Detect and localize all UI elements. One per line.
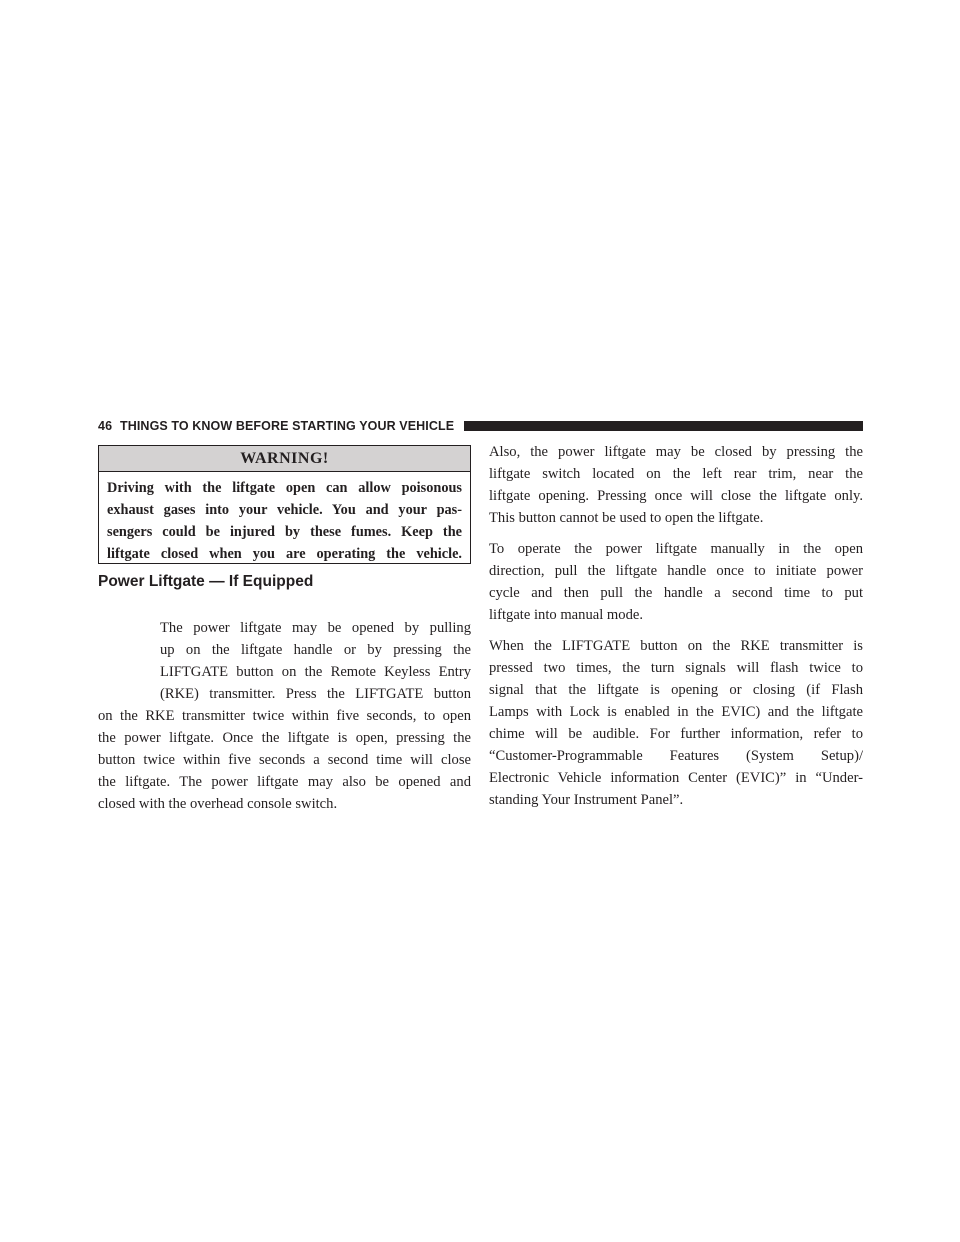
paragraph-line: (RKE) transmitter. Press the LIFTGATE button — [160, 686, 471, 702]
paragraph-line: liftgate into manual mode. — [489, 607, 644, 623]
paragraph-line: up on the liftgate handle or by pressing the — [160, 642, 471, 658]
paragraph-line: standing Your Instrument Panel”. — [489, 792, 684, 808]
section-heading: Power Liftgate — If Equipped — [98, 573, 314, 590]
page-number: 46 — [98, 419, 113, 433]
paragraph-line: the liftgate. The power liftgate may also be opened and — [98, 774, 471, 790]
paragraph-line: closed with the overhead console switch. — [98, 796, 338, 812]
paragraph-line: on the RKE transmitter twice within five seconds, to open — [98, 708, 471, 724]
paragraph-line: Electronic Vehicle information Center (EVIC)” in “Under- — [489, 770, 863, 786]
paragraph-line: liftgate switch located on the left rear trim, near the — [489, 466, 863, 482]
paragraph-line: To operate the power liftgate manually in the open — [489, 541, 863, 557]
warning-box — [98, 445, 471, 564]
paragraph-line: the power liftgate. Once the liftgate is open, pressing the — [98, 730, 471, 746]
paragraph-line: cycle and then pull the handle a second time to put — [489, 585, 863, 601]
paragraph-line: liftgate opening. Pressing once will close the liftgate only. — [489, 488, 863, 504]
paragraph-line: LIFTGATE button on the Remote Keyless Entry — [160, 664, 471, 680]
paragraph-line: button twice within five seconds a second time will close — [98, 752, 471, 768]
paragraph-line: The power liftgate may be opened by pulling — [160, 620, 471, 636]
paragraph-line: This button cannot be used to open the liftgate. — [489, 510, 764, 526]
warning-line: liftgate closed when you are operating the vehicle. — [107, 546, 462, 562]
paragraph-manual-mode — [489, 538, 863, 626]
paragraph-line: direction, pull the liftgate handle once to initiate power — [489, 563, 863, 579]
page-header — [98, 417, 863, 437]
warning-body — [99, 472, 470, 565]
right-column — [489, 441, 863, 820]
paragraph-rke-signals — [489, 635, 863, 811]
paragraph-line: Lamps with Lock is enabled in the EVIC) and the liftgate — [489, 704, 863, 720]
paragraph-line: Also, the power liftgate may be closed by pressing the — [489, 444, 863, 460]
power-liftgate-paragraph — [98, 617, 471, 815]
paragraph-line: signal that the liftgate is opening or closing (if Flash — [489, 682, 863, 698]
warning-line: sengers could be injured by these fumes. Keep the — [107, 524, 462, 540]
header-rule — [464, 421, 863, 431]
paragraph-line: pressed two times, the turn signals will flash twice to — [489, 660, 863, 676]
section-title: THINGS TO KNOW BEFORE STARTING YOUR VEHICLE — [120, 419, 455, 433]
warning-line: Driving with the liftgate open can allow poisonous — [107, 480, 462, 496]
paragraph-line: When the LIFTGATE button on the RKE transmitter is — [489, 638, 863, 654]
warning-title: WARNING! — [99, 446, 470, 472]
paragraph-line: chime will be audible. For further information, refer to — [489, 726, 863, 742]
paragraph-close-switch — [489, 441, 863, 529]
paragraph-line: “Customer-Programmable Features (System Setup)/ — [489, 748, 863, 764]
warning-line: exhaust gases into your vehicle. You and your pas- — [107, 502, 462, 518]
